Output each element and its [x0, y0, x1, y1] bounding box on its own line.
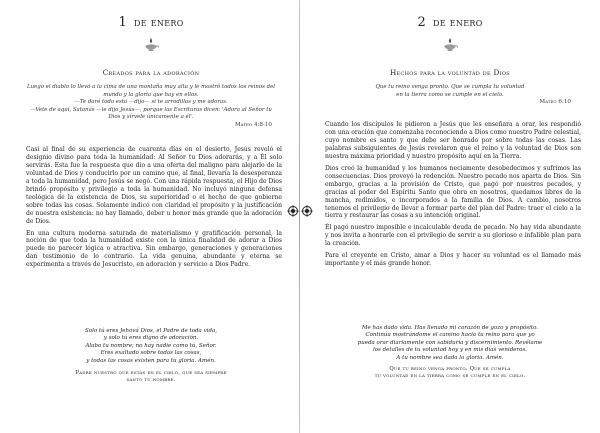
paragraph: En una cultura moderna saturada de materialismo y gratificación personal, la noción de que toda la humanidad existe con la única finalidad de adorar a Dios puede no parecer lógica o atractiva. Sin embargo, generaciones y generaciones dan testimonio de lo contrario. La vida genuina, abundante y eterna se experimenta a través de Jesucristo, en adoración y servicio a Dios Padre. — [26, 229, 282, 269]
registration-mark-icon — [287, 205, 299, 217]
closing-line: Padre nuestro que estás en el cielo, que sea siempre santo tu nombre. — [75, 370, 227, 384]
day-number: 2 — [417, 15, 427, 30]
scripture-quote: Que tu reino venga pronto. Que se cumpla tu voluntad en la tierra como se cumple en el cielo. Mateo 6:10 — [325, 84, 575, 107]
registration-mark-icon — [301, 205, 313, 217]
month-label: de enero — [432, 15, 483, 29]
paragraph: Dios creó la humanidad y los humanos neciamente desobedecimos y sufrimos las consecuencias. Dios proveyó la redención. Nuestro pecado nos aparta de Dios. Sin embargo, gracias a la provisión de Cristo, que pagó por nuestros pecados, y gracias al poder del Espíritu Santo que obra en nosotros, quedamos libres de la mancha, redimidos, e incorporados a la familia de Dios. A cambio, nosotros tenemos el privilegio de llevar a formar parte del plan del Padre: traer el cielo a la tierra y restaurar las cosas a su intención original. — [325, 164, 581, 220]
devotional-title: Creados para la adoración — [102, 68, 200, 77]
closing-line: Que tu reino venga pronto. Que se cumpla tu voluntad en la tierra como se cumple en el cielo. — [374, 366, 526, 380]
prayer: Me has dado vida. Has llenado mi corazón de gozo y propósito. Continúa mostrándome el camino hacia tu reino para que yo pueda orar diariamente con sabiduría y discernimiento. Revélame los detalles de tu voluntad hoy y en mis días venideros. A tu nombre sea dada la gloria. Amén. — [357, 325, 543, 361]
book-gutter — [299, 0, 300, 433]
left-page — [20, 0, 282, 433]
devotional-body — [26, 146, 282, 273]
scripture-reference: Mateo 4:8-10 — [234, 121, 272, 128]
oil-lamp-icon — [142, 36, 160, 54]
day-number: 1 — [118, 15, 128, 30]
scripture-quote: Luego el diablo lo llevó a la cima de una montaña muy alta y le mostró todos los reinos del mundo y la gloria que hay en ellos. —Te daré todo esto —dijo— si te arrodillas y me adoras. —Vete de aquí, Satanás —le dijo Jesús—, porque las Escrituras dicen: 'Adora al Señor tu Dios y sírvele únicamente a él'. Mateo 4:8-10 — [27, 84, 275, 128]
paragraph: Él pagó nuestro imposible e incalculable deuda de pecado. No hay vida abundante y nos invita a honrarle con el privilegio de servir a su glorioso e infalible plan para la creación. — [325, 224, 581, 248]
paragraph: Para el creyente en Cristo, amar a Dios y hacer su voluntad es el llamado más importante y el más grande honor. — [325, 252, 581, 268]
scripture-reference: Mateo 6:10 — [539, 99, 571, 106]
paragraph: Casi al final de su experiencia de cuarenta días en el desierto, Jesús reveló el designio divino para toda la humanidad: Al Señor tu Dios adorarás, y a Él solo servirás. Esta fue la respuesta que dio a una oferta del maligno para alejarlo de la voluntad de Dios y conducirlo por un camino que, al final, llevaría la desesperanza a toda la humanidad, pero Jesús se negó. Con una rápida respuesta, el Hijo de Dios brindó propósito y privilegio a toda la humanidad. No incluyó ninguna defensa teológica de la existencia de Dios, su superioridad o el hecho de que gobierne sobre todas las cosas. Solamente indicó con claridad el propósito y la justificación de nuestra existencia: no hay llamado, deber u honor más grande que la adoración de Dios. — [26, 146, 282, 225]
prayer: Solo tú eres Jehová Dios, el Padre de toda vida, y solo tú eres digno de adoración. Alabo tu nombre; no hay nadie como tú, Señor. Eres exaltado sobre todas las cosas, y todas las cosas existen para tu gloria. Amén. — [84, 328, 217, 364]
devotional-body — [325, 121, 581, 272]
page-date — [319, 15, 581, 30]
devotional-title: Hechos para la voluntad de Dios — [389, 68, 511, 77]
right-page — [319, 0, 581, 433]
page-date — [20, 15, 282, 30]
oil-lamp-icon — [441, 36, 459, 54]
month-label: de enero — [133, 15, 184, 29]
paragraph: Cuando los discípulos le pidieron a Jesús que les enseñara a orar, les respondió con una oración que comenzaba reconociendo a Dios como nuestro Padre celestial, cuyo nombre es santo y que debe ser honrado por sobre todas las cosas. Las palabras subsiguientes de Jesús revelaron que el reino y la voluntad de Dios son nuestra máxima prioridad y nuestro propósito aquí en la Tierra. — [325, 121, 581, 160]
